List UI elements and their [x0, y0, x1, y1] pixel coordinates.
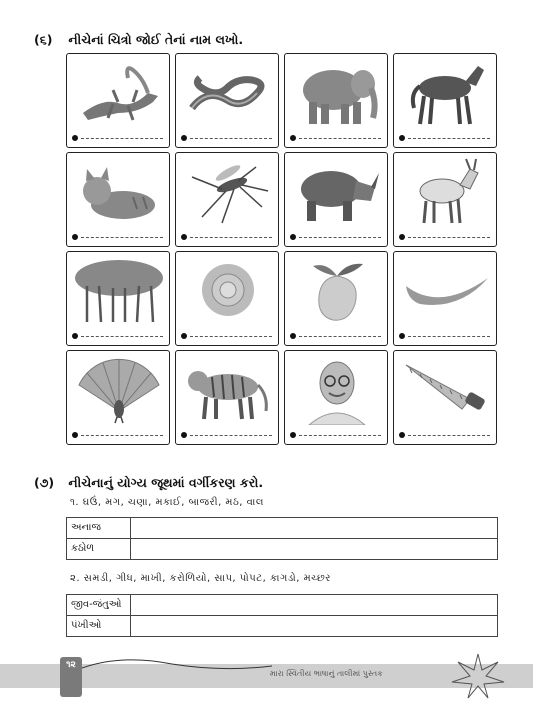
rose-icon — [182, 256, 274, 326]
decorative-ornament-icon — [448, 650, 508, 700]
classification-table-2 — [66, 594, 498, 637]
cat-icon — [73, 157, 165, 227]
page-number: ૧૨ — [66, 660, 76, 670]
bullet-dot — [399, 432, 405, 438]
saw-icon — [400, 355, 492, 425]
picture-cell-snake — [175, 53, 279, 148]
table-row — [67, 539, 497, 559]
answer-field-pulses[interactable] — [131, 539, 497, 559]
mosquito-icon — [182, 157, 274, 227]
picture-cell-goat — [393, 152, 497, 247]
answer-line[interactable] — [299, 138, 381, 139]
bullet-dot — [72, 432, 78, 438]
answer-line[interactable] — [81, 435, 163, 436]
picture-cell-rhinoceros — [284, 152, 388, 247]
goat-icon — [400, 157, 492, 227]
picture-cell-gandhi — [284, 350, 388, 445]
part-1-word-list: ૧. ઘઉં, મગ, ચણા, મકાઈ, બાજરી, મઠ, વાલ — [70, 497, 264, 508]
answer-line[interactable] — [81, 138, 163, 139]
row-label-insects: જીવ-જંતુઓ — [67, 595, 131, 615]
answer-line[interactable] — [408, 138, 490, 139]
bullet-dot — [181, 135, 187, 141]
peacock-icon — [73, 355, 165, 425]
banyan-tree-icon — [73, 256, 165, 326]
row-label-birds: પંખીઓ — [67, 616, 131, 636]
section-7-number: (૭) — [34, 475, 55, 490]
picture-cell-mango — [284, 251, 388, 346]
answer-line[interactable] — [190, 336, 272, 337]
table-row — [67, 518, 497, 539]
answer-line[interactable] — [299, 336, 381, 337]
part-2-word-list: ૨. સમડી, ગીધ, માખી, કરોળિયો, સાપ, પોપટ, કાગડો, મચ્છર — [70, 573, 331, 584]
answer-field-birds[interactable] — [131, 616, 497, 636]
bullet-dot — [72, 135, 78, 141]
picture-cell-cat — [66, 152, 170, 247]
rhinoceros-icon — [291, 157, 383, 227]
bullet-dot — [72, 234, 78, 240]
row-label-pulses: કઠોળ — [67, 539, 131, 559]
leaf-icon — [400, 256, 492, 326]
picture-cell-lizard — [66, 53, 170, 148]
bullet-dot — [399, 234, 405, 240]
page-number-tab — [60, 657, 82, 697]
answer-field-grains[interactable] — [131, 518, 497, 538]
answer-line[interactable] — [81, 237, 163, 238]
bullet-dot — [290, 135, 296, 141]
answer-field-insects[interactable] — [131, 595, 497, 615]
bullet-dot — [72, 333, 78, 339]
picture-cell-banyan-tree — [66, 251, 170, 346]
answer-line[interactable] — [408, 336, 490, 337]
horse-icon — [400, 58, 492, 128]
tiger-icon — [182, 355, 274, 425]
answer-line[interactable] — [299, 435, 381, 436]
elephant-icon — [291, 58, 383, 128]
bullet-dot — [290, 432, 296, 438]
snake-icon — [182, 58, 274, 128]
picture-cell-tiger — [175, 350, 279, 445]
table-row — [67, 616, 497, 636]
gandhi-portrait-icon — [291, 355, 383, 425]
section-7-title: નીચેનાનું યોગ્ય જૂથમાં વર્ગીકરણ કરો. — [68, 475, 264, 490]
bullet-dot — [181, 234, 187, 240]
picture-cell-mosquito — [175, 152, 279, 247]
section-6-heading — [34, 32, 243, 48]
section-6-title: નીચેનાં ચિત્રો જોઈ તેનાં નામ લખો. — [68, 32, 244, 47]
footer-swirl-icon — [82, 652, 272, 672]
bullet-dot — [181, 432, 187, 438]
section-7-heading — [34, 475, 263, 491]
footer-text: મારા સ્વિતીય ભાષાનું તાલીમાં પુસ્તક — [270, 669, 383, 678]
picture-cell-saw — [393, 350, 497, 445]
answer-line[interactable] — [81, 336, 163, 337]
answer-line[interactable] — [408, 435, 490, 436]
lizard-icon — [73, 58, 165, 128]
answer-line[interactable] — [299, 237, 381, 238]
bullet-dot — [399, 333, 405, 339]
answer-line[interactable] — [190, 435, 272, 436]
picture-cell-elephant — [284, 53, 388, 148]
answer-line[interactable] — [408, 237, 490, 238]
table-row — [67, 595, 497, 616]
bullet-dot — [290, 234, 296, 240]
row-label-grains: અનાજ — [67, 518, 131, 538]
mango-icon — [291, 256, 383, 326]
section-6-number: (૬) — [34, 32, 53, 47]
picture-cell-peacock — [66, 350, 170, 445]
bullet-dot — [181, 333, 187, 339]
picture-cell-leaf — [393, 251, 497, 346]
answer-line[interactable] — [190, 237, 272, 238]
classification-table-1 — [66, 517, 498, 560]
picture-cell-horse — [393, 53, 497, 148]
answer-line[interactable] — [190, 138, 272, 139]
bullet-dot — [290, 333, 296, 339]
picture-cell-rose — [175, 251, 279, 346]
bullet-dot — [399, 135, 405, 141]
